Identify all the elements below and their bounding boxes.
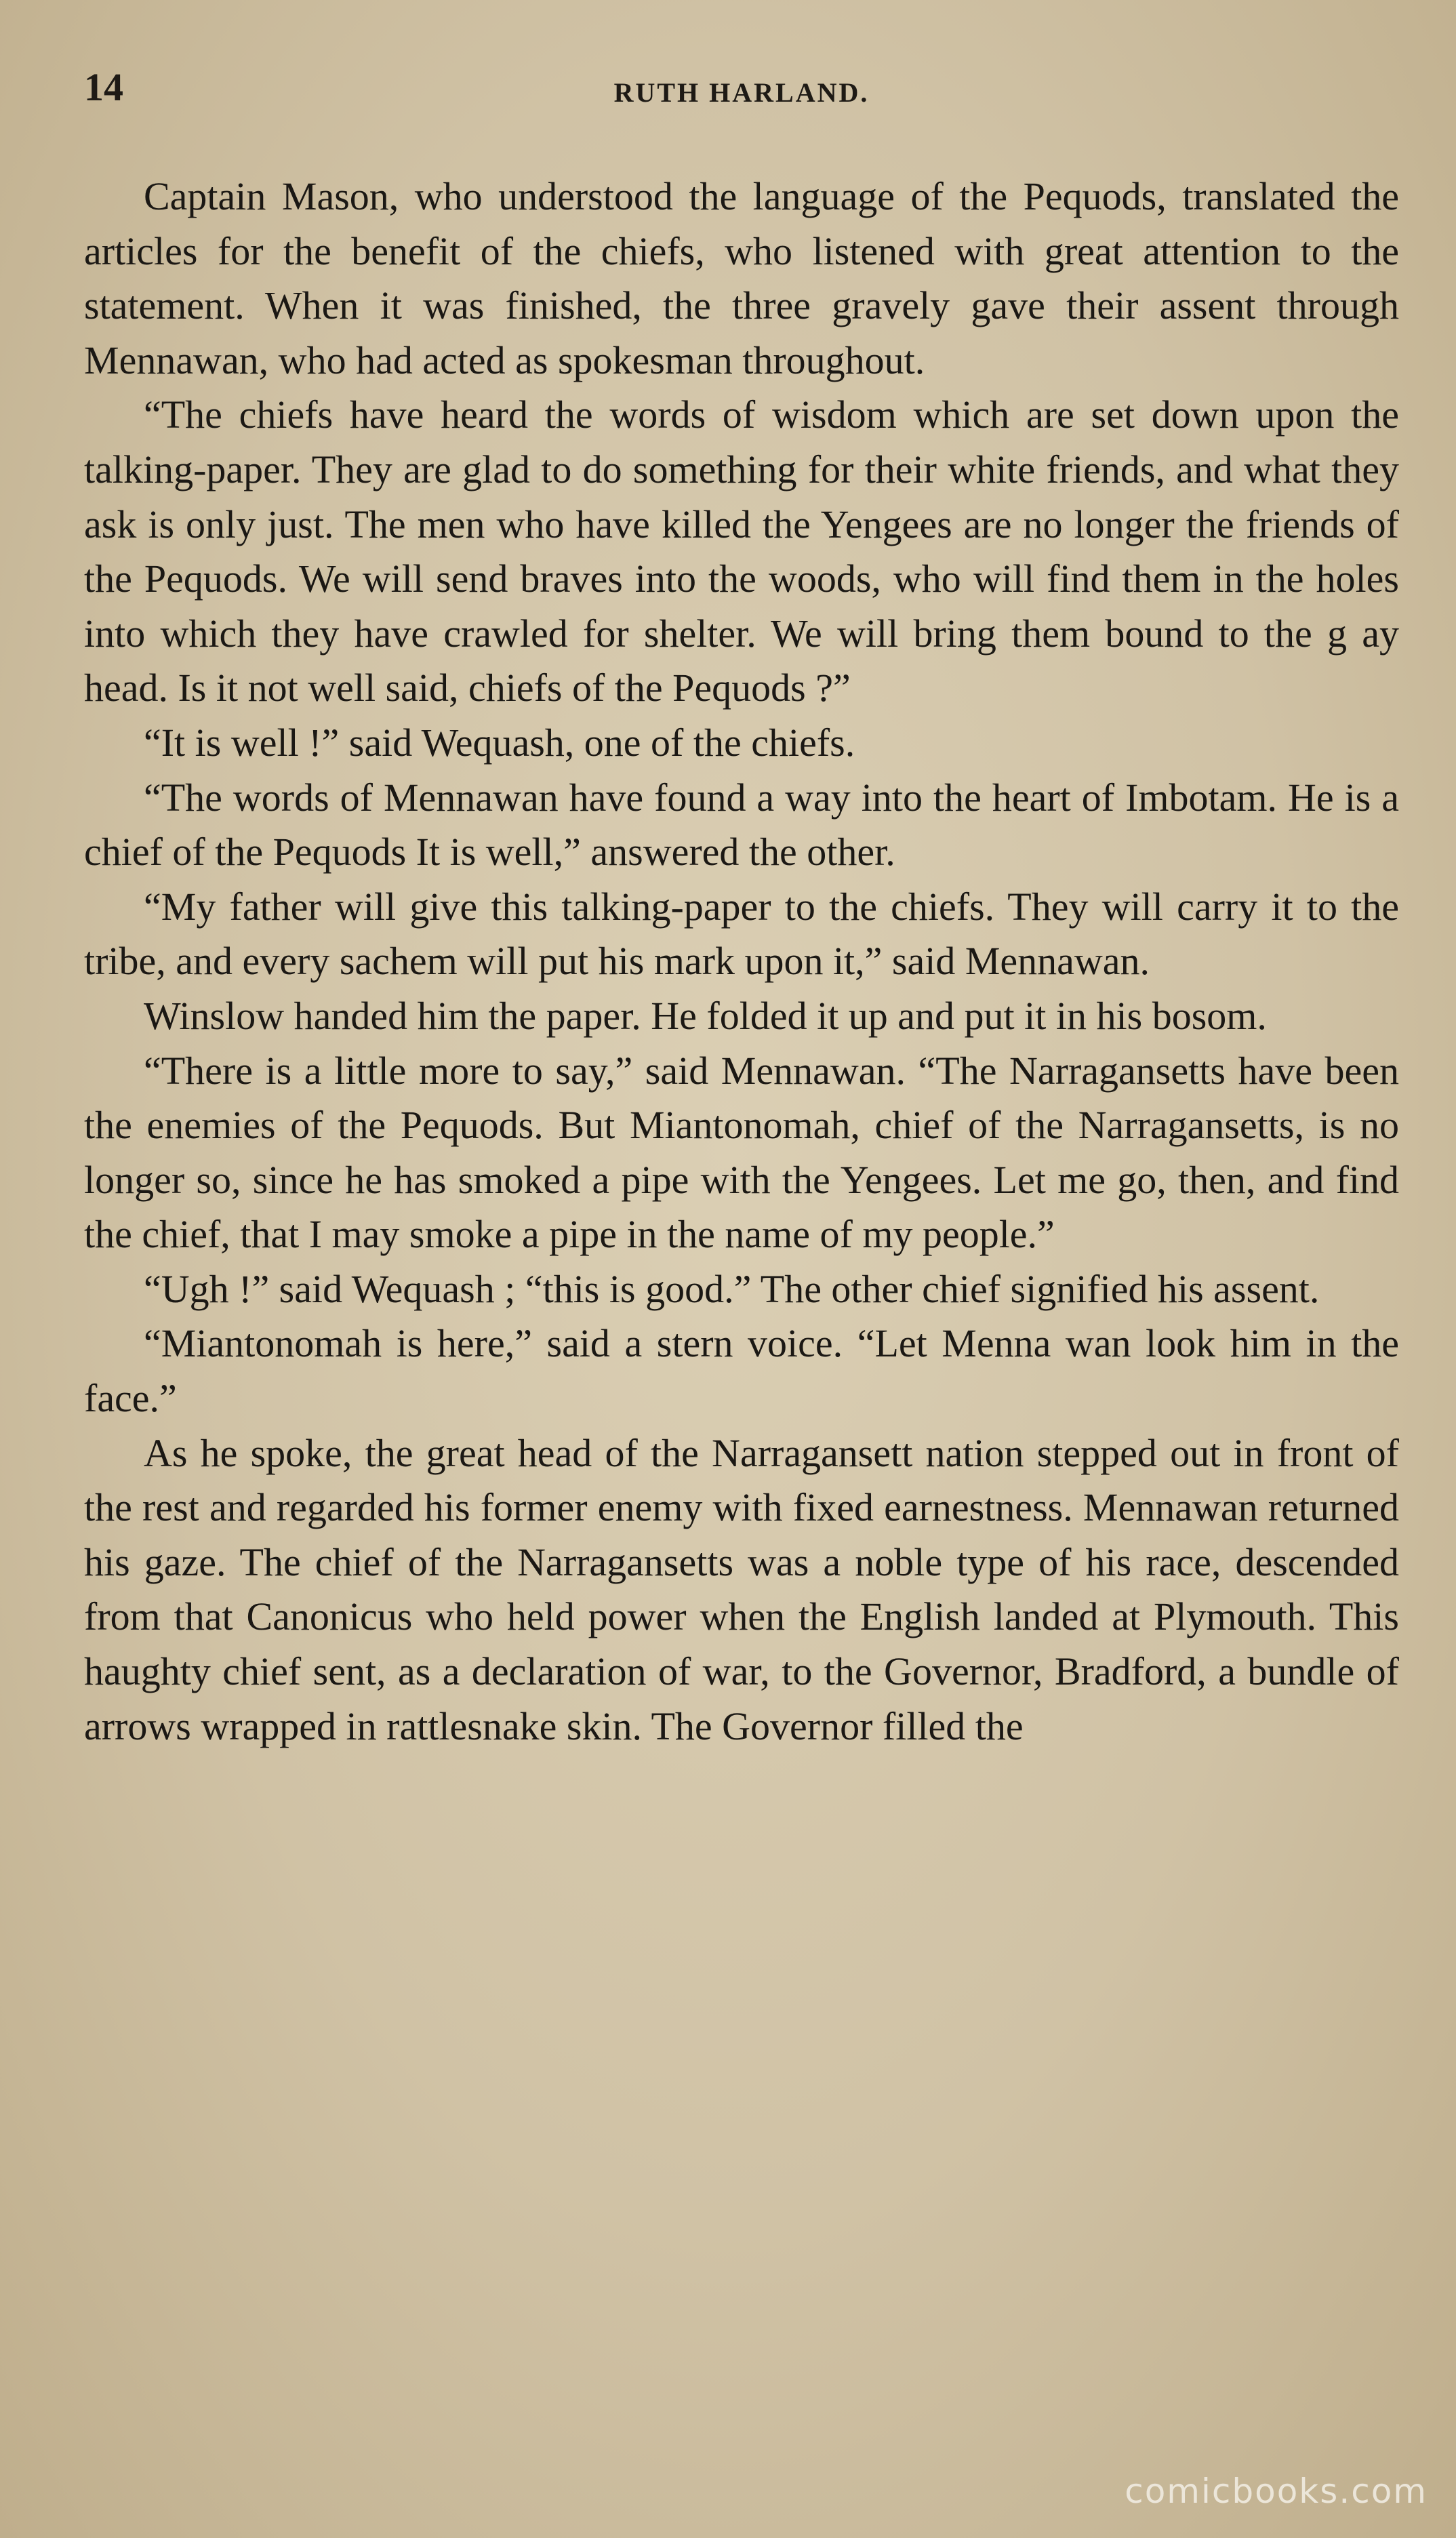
paragraph: “The chiefs have heard the words of wisdom which are set down upon the talking-paper. They are glad to do something for their white friends, and what they ask is only just. The men who have killed the Yengees are no longer the friends of the Pequods. We will send braves into the woods, who will find them in the holes into which they have crawled for shelter. We will bring them bound to the g ay head. Is it not well said, chiefs of the Pequods ?” [84, 392, 1399, 710]
watermark: comicbooks.com [1125, 2472, 1428, 2511]
paragraph: “It is well !” said Wequash, one of the chiefs. [144, 720, 855, 765]
paragraph: “Ugh !” said Wequash ; “this is good.” The other chief signified his assent. [144, 1266, 1320, 1311]
paragraph: As he spoke, the great head of the Narragansett nation stepped out in front of the rest and regarded his former enemy with fixed earnestness. Mennawan returned his gaze. The chief of the Narragansetts was a noble type of his race, descended from that Canonicus who held power when the English landed at Plymouth. This haughty chief sent, as a declaration of war, to the Governor, Bradford, a bundle of arrows wrapped in rattlesnake skin. The Governor filled the [84, 1430, 1399, 1748]
running-title: RUTH HARLAND. [613, 77, 870, 108]
page-header [84, 64, 1399, 112]
paragraph: Winslow handed him the paper. He folded it up and put it in his bosom. [144, 993, 1267, 1038]
body-text [84, 169, 1399, 1754]
paragraph: Captain Mason, who understood the language of the Pequods, translated the articles for the benefit of the chiefs, who listened with great attention to the statement. When it was finished, the three gravely gave their assent through Mennawan, who had acted as spokesman throughout. [84, 174, 1399, 382]
paragraph: “The words of Mennawan have found a way into the heart of Imbotam. He is a chief of the Pequods It is well,” answered the other. [84, 775, 1399, 874]
paragraph: “Miantonomah is here,” said a stern voice. “Let Menna wan look him in the face.” [84, 1321, 1399, 1421]
page-number: 14 [84, 65, 123, 109]
paragraph: “There is a little more to say,” said Mennawan. “The Narragansetts have been the enemies of the Pequods. But Miantonomah, chief of the Narragansetts, is no longer so, since he has smoked a pipe with the Yengees. Let me go, then, and find the chief, that I may smoke a pipe in the name of my people.” [84, 1048, 1399, 1257]
paragraph: “My father will give this talking-paper to the chiefs. They will carry it to the tribe, and every sachem will put his mark upon it,” said Mennawan. [84, 884, 1399, 984]
